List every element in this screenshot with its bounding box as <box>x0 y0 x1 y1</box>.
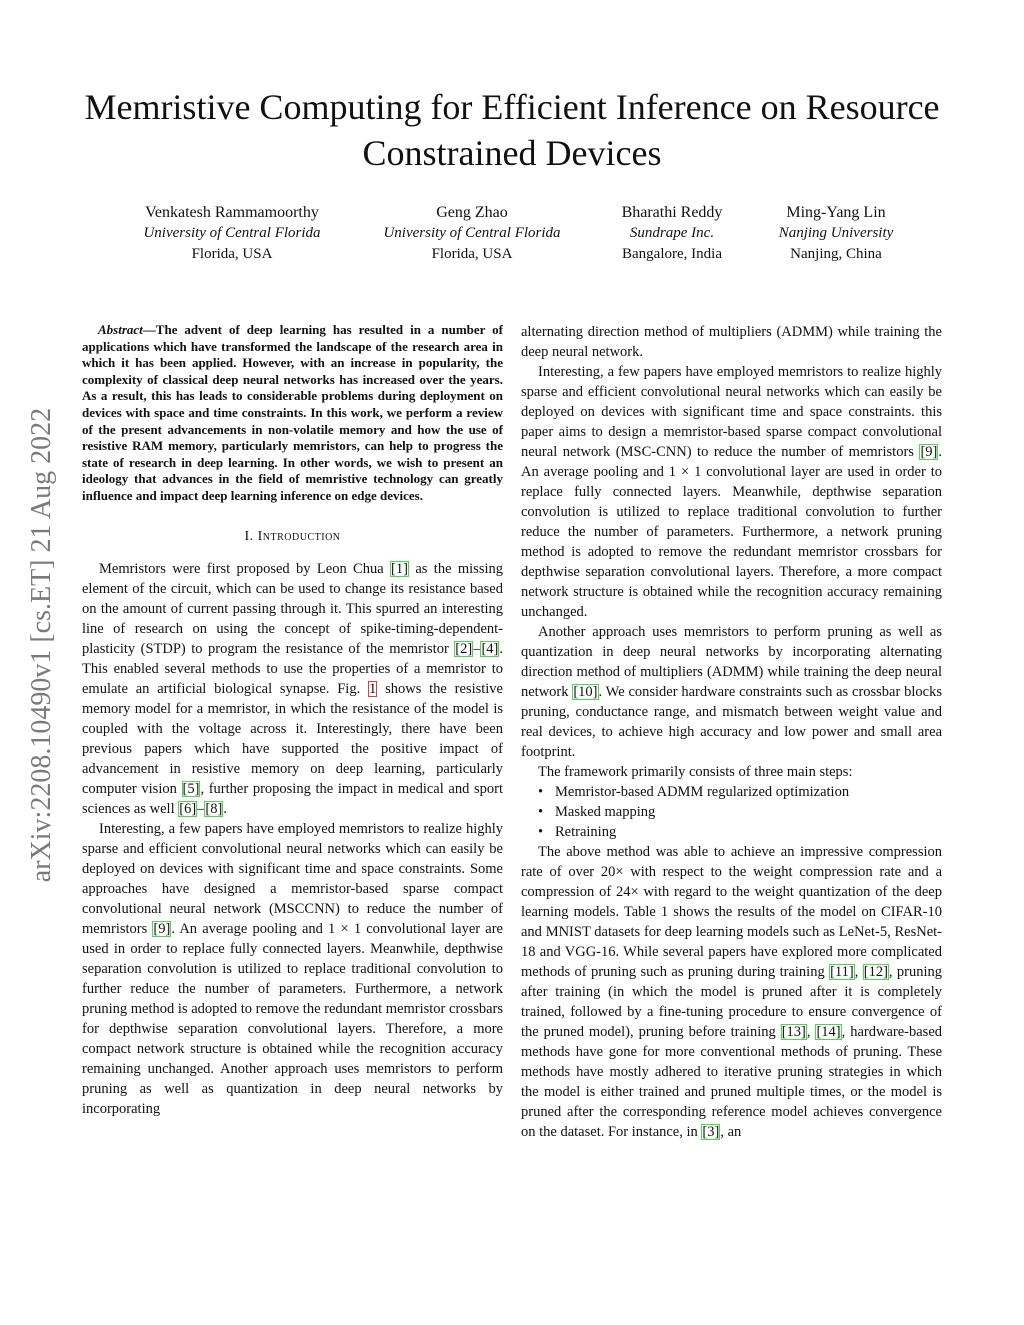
steps-list <box>521 782 942 842</box>
citation-link[interactable]: [9] <box>920 444 938 460</box>
text-run: , <box>806 1024 816 1040</box>
body-paragraph: The framework primarily consists of three main steps: <box>538 764 853 780</box>
arxiv-identifier: arXiv:2208.10490v1 [cs.ET] 21 Aug 2022 <box>26 407 57 883</box>
text-run: . <box>223 800 227 817</box>
author-name: Geng Zhao <box>436 204 508 221</box>
figure-link[interactable]: 1 <box>369 680 377 697</box>
citation-link[interactable]: [3] <box>702 1124 720 1140</box>
text-run: The above method was able to achieve an impressive compression rate of over 20× with respect to the weight compression rate and a compression of 24× with regard to the weight quantization of the deep learning models. Table 1 shows the results of the model on CIFAR-10 and MNIST datasets for deep learning models such as LeNet-5, ResNet-18 and VGG-16. While several papers have explored more complicated methods of pruning such as pruning during training <box>521 844 942 980</box>
author-affiliation: University of Central Florida <box>383 225 561 241</box>
text-run: , further proposing the impact in medical and sport sciences as well <box>82 780 503 817</box>
intro-paragraph-2 <box>82 819 503 1119</box>
abstract-label: Abstract <box>98 322 143 337</box>
text-run: Memristors were first proposed by Leon Chua <box>99 560 391 577</box>
left-column <box>82 322 503 1119</box>
text-run: as the missing element of the circuit, which can be used to change its resistance based on the amount of current passing through it. This spurred an interesting line of research on using the concept of spike-timing-dependent-plasticity (STDP) to program the resistance of the memristor <box>82 560 503 657</box>
list-item-text: Masked mapping <box>555 804 656 820</box>
paper-title: Memristive Computing for Efficient Inference on Resource Constrained Devices <box>84 87 940 173</box>
citation-link[interactable]: [8] <box>205 800 223 817</box>
list-item <box>521 782 942 802</box>
author-location: Nanjing, China <box>790 246 882 262</box>
text-run: Interesting, a few papers have employed memristors to realize highly sparse and efficient convolutional neural networks which can easily be deployed on devices with significant time and space constraints. Some approaches have designed a memristor-based sparse compact convolutional neural network (MSCCNN) to reduce the number of memristors <box>82 820 503 937</box>
citation-link[interactable]: [4] <box>481 640 499 657</box>
text-run: . An average pooling and 1 × 1 convolutional layer are used in order to replace fully connected layers. Meanwhile, depthwise separation convolution is utilized to replace traditional convolution to further reduce the number of parameters. Furthermore, a network pruning method is adopted to remove the redundant memristor crossbars for depthwise separation convolutional layers. Therefore, a more compact network structure is obtained while the recognition accuracy remaining unchanged. <box>521 444 942 620</box>
author-block <box>361 202 583 265</box>
text-run: Another approach uses memristors to perform pruning as well as quantization in deep neural networks by incorporating alternating direction method of multipliers (ADMM) while training the deep neural network <box>521 624 942 700</box>
list-item <box>521 822 942 842</box>
citation-link[interactable]: [6] <box>179 800 197 817</box>
citation-link[interactable]: [11] <box>830 964 854 980</box>
citation-link[interactable]: [14] <box>816 1024 841 1040</box>
text-run: . We consider hardware constraints such as crossbar blocks pruning, conductance range, and mismatch between weight value and real devices, to achieve high accuracy and low power and small area footprint. <box>521 684 942 760</box>
continued-paragraph: alternating direction method of multipliers (ADMM) while training the deep neural network. <box>521 324 942 360</box>
citation-link[interactable]: [5] <box>182 780 200 797</box>
author-block <box>602 202 742 265</box>
citation-link[interactable]: [2] <box>455 640 473 657</box>
body-paragraph <box>521 362 942 622</box>
citation-link[interactable]: [9] <box>153 920 171 937</box>
list-item <box>521 802 942 822</box>
intro-paragraph-1 <box>82 559 503 819</box>
text-run: Interesting, a few papers have employed memristors to realize highly sparse and efficient convolutional neural networks which can easily be deployed on devices with significant time and space constraints. this paper aims to design a memristor-based sparse compact convolutional neural network (MSC-CNN) to reduce the number of memristors <box>521 364 942 460</box>
body-paragraph <box>521 842 942 1142</box>
abstract-text: —The advent of deep learning has resulted in a number of applications which have transformed the landscape of the research area in which it has been applied. However, with an increase in popularity, the complexity of classical deep neural networks has increased over the years. As a result, this has leads to considerable problems during deployment on devices with space and time constraints. In this work, we perform a review of the present advancements in non-volatile memory and how the use of resistive RAM memory, particularly memristors, can help to progress the state of research in deep learning. In other words, we wish to present an ideology that advances in the field of memristive technology can greatly influence and impact deep learning inference on edge devices. <box>82 322 503 503</box>
text-run: , hardware-based methods have gone for more conventional methods of pruning. These methods have mostly adhered to iterative pruning strategies in which the model is either trained and pruned multiple times, or the model is pruned after the corresponding reference model achieves convergence on the dataset. For instance, in <box>521 1024 943 1140</box>
author-block <box>761 202 911 265</box>
text-run: . This enabled several methods to use the properties of a memristor to emulate an artificial biological synapse. Fig. <box>82 640 503 697</box>
author-location: Florida, USA <box>191 246 273 262</box>
text-run: – <box>473 640 481 657</box>
section-number: I. <box>244 528 258 544</box>
text-run: , pruning after training (in which the model is pruned after it is completely trained, followed by a fine-tuning procedure to ensure convergence of the pruned model), pruning before training <box>521 964 943 1040</box>
text-run: . An average pooling and 1 × 1 convolutional layer are used in order to replace fully connected layers. Meanwhile, depthwise separation convolution is utilized to replace traditional convolution to further reduce the number of parameters. Furthermore, a network pruning method is adopted to remove the redundant memristor crossbars for depthwise separation convolutional layers. Therefore, a more compact network structure is obtained while the recognition accuracy remaining unchanged. Another approach uses memristors to perform pruning as well as quantization in deep neural networks by incorporating <box>82 920 503 1117</box>
section-title: Introduction <box>257 528 341 544</box>
author-affiliation: Nanjing University <box>778 225 894 241</box>
section-heading <box>82 527 503 547</box>
bullet-icon: • <box>538 804 544 820</box>
text-run: shows the resistive memory model for a memristor, in which the resistance of the model is coupled with the voltage across it. Interestingly, there have been previous papers which have supported the positive impact of advancement in resistive memory on deep learning, particularly computer vision <box>82 680 503 797</box>
author-name: Venkatesh Rammamoorthy <box>145 204 319 221</box>
bullet-icon: • <box>538 784 544 800</box>
body-paragraph <box>521 622 942 762</box>
citation-link[interactable]: [1] <box>391 560 408 577</box>
author-name: Ming-Yang Lin <box>786 204 886 221</box>
list-item-text: Memristor-based ADMM regularized optimization <box>555 784 850 800</box>
bullet-icon: • <box>538 824 544 840</box>
author-location: Bangalore, India <box>622 246 722 262</box>
citation-link[interactable]: [10] <box>573 684 598 700</box>
citation-link[interactable]: [12] <box>863 964 888 980</box>
text-run: – <box>197 800 205 817</box>
author-name: Bharathi Reddy <box>621 204 723 221</box>
text-run: , <box>854 964 863 980</box>
list-item-text: Retraining <box>555 824 617 840</box>
author-affiliation: University of Central Florida <box>143 225 321 241</box>
abstract <box>82 322 503 505</box>
author-block <box>112 202 352 265</box>
author-affiliation: Sundrape Inc. <box>629 225 715 241</box>
right-column <box>521 322 942 1142</box>
text-run: , an <box>720 1124 742 1140</box>
citation-link[interactable]: [13] <box>781 1024 806 1040</box>
author-location: Florida, USA <box>431 246 513 262</box>
